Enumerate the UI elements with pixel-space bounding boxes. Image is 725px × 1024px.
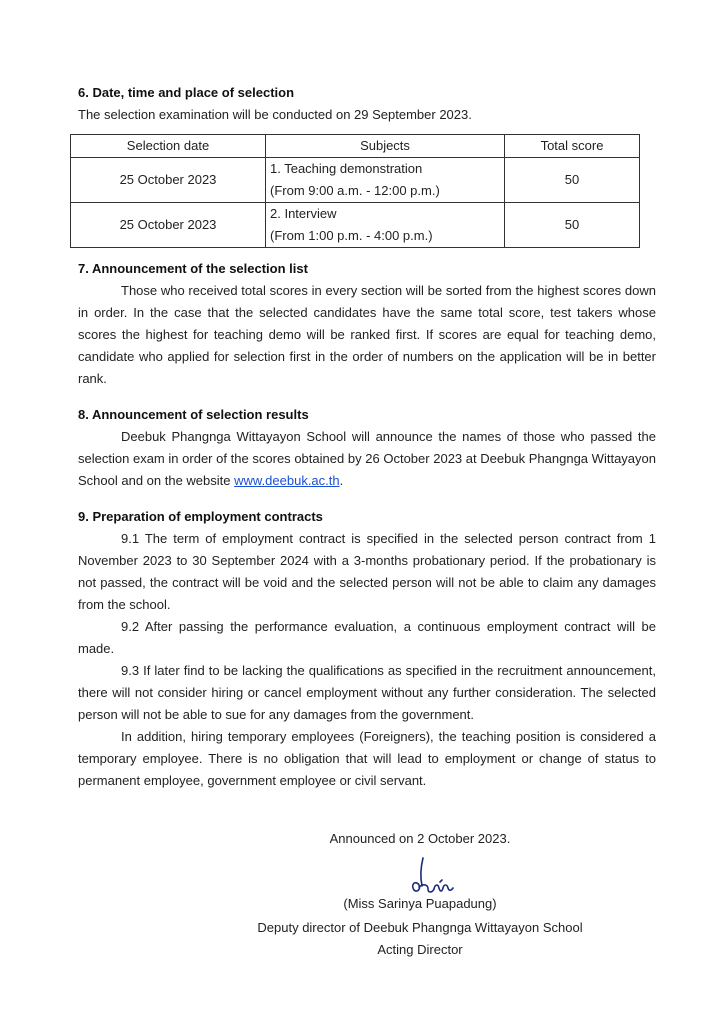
signature-image bbox=[406, 856, 456, 900]
section-8-heading: 8. Announcement of selection results bbox=[78, 407, 309, 422]
section-9-addendum: In addition, hiring temporary employees (Foreigners), the teaching position is considered a temporary employee. There is no obligation that will lead to employment or change of status to permanent employee, government employee or civil servant. bbox=[78, 729, 656, 788]
section-9-2: 9.2 After passing the performance evaluation, a continuous employment contract will be made. bbox=[78, 619, 656, 656]
subject-name: 2. Interview bbox=[270, 206, 337, 221]
signatory-name: (Miss Sarinya Puapadung) bbox=[343, 896, 497, 911]
table-cell-score: 50 bbox=[505, 203, 640, 248]
school-website-link[interactable]: www.deebuk.ac.th bbox=[234, 473, 340, 488]
document-body bbox=[78, 82, 656, 792]
section-7-heading: 7. Announcement of the selection list bbox=[78, 261, 308, 276]
table-row bbox=[71, 203, 640, 248]
subject-name: 1. Teaching demonstration bbox=[270, 161, 423, 176]
selection-schedule-table bbox=[70, 134, 640, 248]
table-header-subjects: Subjects bbox=[266, 135, 505, 158]
table-header-date: Selection date bbox=[71, 135, 266, 158]
table-header-row bbox=[71, 135, 640, 158]
section-8-body bbox=[78, 426, 656, 492]
signatory-role: Acting Director bbox=[377, 942, 463, 957]
section-9-1: 9.1 The term of employment contract is specified in the selected person contract from 1 November 2023 to 30 September 2024 with a 3-months probationary period. If the probationary is not passed, the contract will be void and the selected person will not be able to claim any damages from the school. bbox=[78, 531, 656, 612]
table-row bbox=[71, 158, 640, 203]
table-cell-date: 25 October 2023 bbox=[71, 203, 266, 248]
subject-time: (From 1:00 p.m. - 4:00 p.m.) bbox=[270, 228, 433, 243]
section-7-body: Those who received total scores in every section will be sorted from the highest scores down in order. In the case that the selected candidates have the same total score, test takers whose scores the highest for teaching demo will be ranked first. If scores are equal for teaching demo, candidate who applied for selection first in the order of numbers on the application will be in better rank. bbox=[78, 283, 656, 386]
table-cell-date: 25 October 2023 bbox=[71, 158, 266, 203]
announcement-date: Announced on 2 October 2023. bbox=[329, 831, 511, 846]
section-9-heading: 9. Preparation of employment contracts bbox=[78, 509, 323, 524]
section-8-text-end: . bbox=[339, 473, 344, 488]
subject-time: (From 9:00 a.m. - 12:00 p.m.) bbox=[270, 183, 440, 198]
table-header-score: Total score bbox=[505, 135, 640, 158]
table-cell-score: 50 bbox=[505, 158, 640, 203]
section-9-3: 9.3 If later find to be lacking the qualifications as specified in the recruitment announcement, there will not consider hiring or cancel employment without any further consideration. The selected person will not be able to sue for any damages from the government. bbox=[78, 663, 656, 722]
table-cell-subject bbox=[266, 158, 505, 203]
signatory-title: Deputy director of Deebuk Phangnga Wittayayon School bbox=[257, 920, 583, 935]
section-6-intro: The selection examination will be conducted on 29 September 2023. bbox=[78, 107, 472, 122]
section-6-heading: 6. Date, time and place of selection bbox=[78, 85, 295, 100]
table-cell-subject bbox=[266, 203, 505, 248]
section-8-text: Deebuk Phangnga Wittayayon School will announce the names of those who passed the selection exam in order of the scores obtained by 26 October 2023 at Deebuk Phangnga Wittayayon School and on the website bbox=[78, 429, 656, 488]
